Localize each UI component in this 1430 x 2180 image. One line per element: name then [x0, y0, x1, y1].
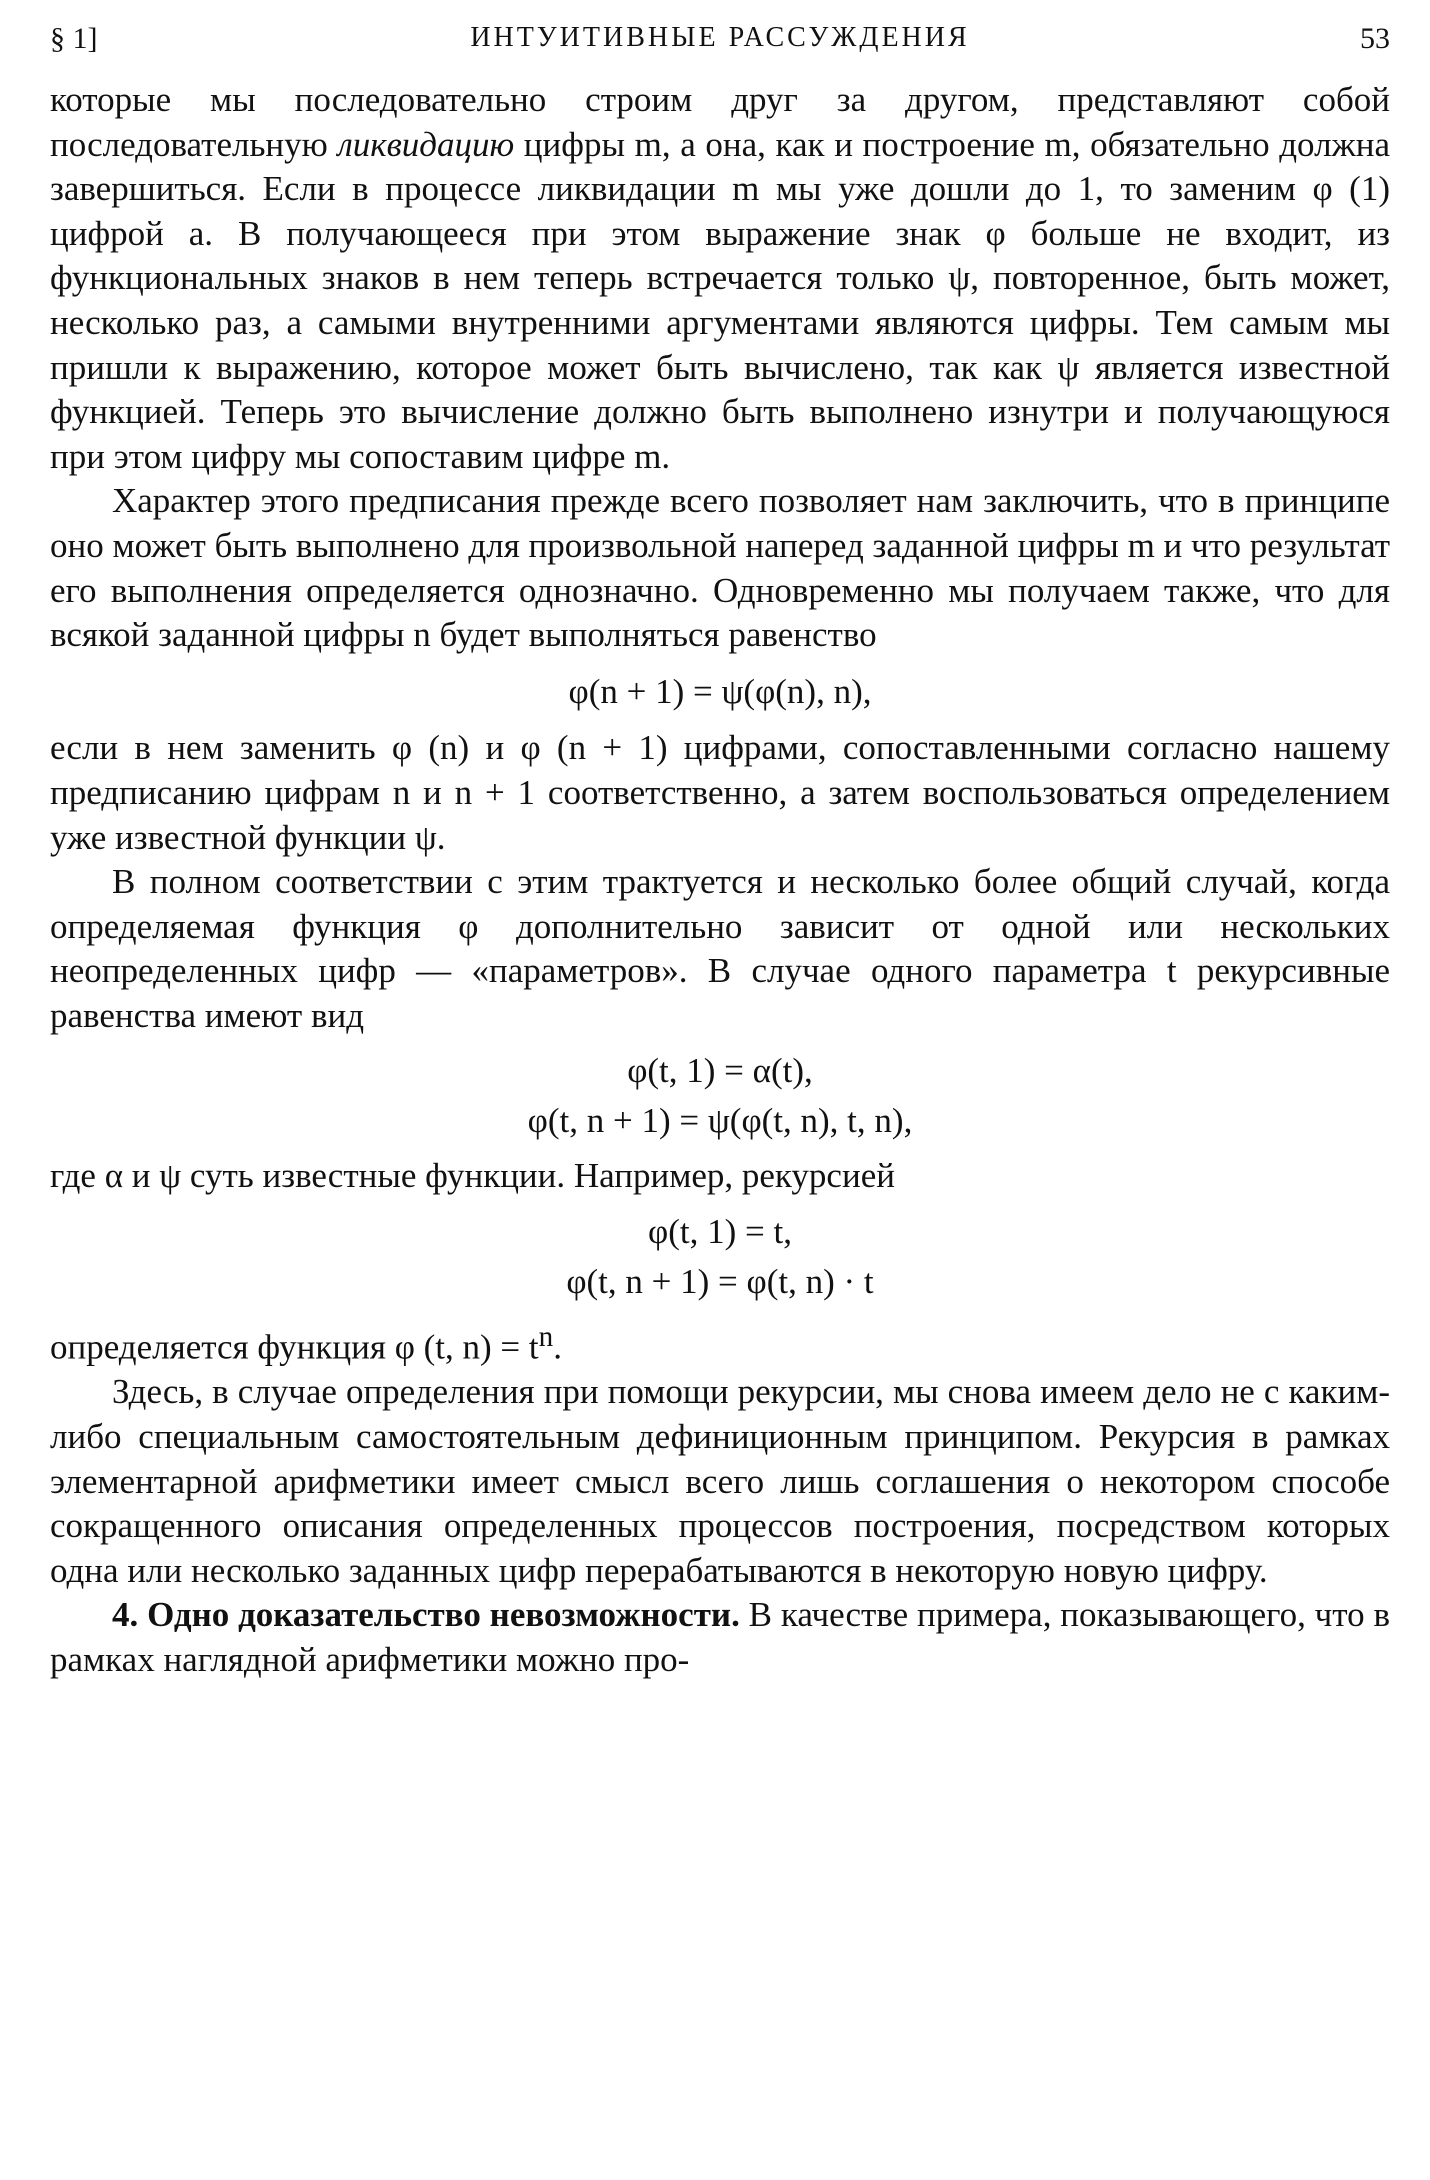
paragraph-1-start: которые мы последовательно строим друг за другом, представляют собой последовательную [50, 80, 1390, 164]
paragraph-6-end: . [553, 1327, 562, 1367]
section-marker: § 1] [50, 22, 98, 55]
subsection-heading: 4. Одно доказательство невозможности. [112, 1595, 740, 1635]
paragraph-5: где α и ψ суть известные функции. Например, рекурсией [50, 1156, 895, 1196]
formula-power-recursion [50, 1207, 1390, 1307]
formula-line: φ(t, 1) = t, [648, 1212, 792, 1252]
paragraph-8-text: В качестве примера, показывающего, что в рамках наглядной арифметики можно про- [50, 1595, 1390, 1679]
paragraph-8 [50, 1593, 1390, 1682]
paragraph-1-rest: цифры m, а она, как и построение m, обязательно должна завершиться. Если в процессе ликвидации m мы уже дошли до 1, то заменим φ (1) цифрой a. В получающееся при этом выражение знак φ больше не входит, из функциональных знаков в нем теперь встречается только ψ, повторенное, быть может, несколько раз, а самыми внутренними аргументами являются цифры. Тем самым мы пришли к выражению, которое может быть вычислено, так как ψ является известной функцией. Теперь это вычисление должно быть выполнено изнутри и получающуюся при этом цифру мы сопоставим цифре m. [50, 124, 1391, 476]
paragraph-4: В полном соответствии с этим трактуется и несколько более общий случай, когда определяемая функция φ дополнительно зависит от одной или нескольких неопределенных цифр — «параметров». В случае одного параметра t рекурсивные равенства имеют вид [50, 862, 1390, 1035]
formula-line: φ(t, 1) = α(t), [627, 1051, 813, 1091]
page-number: 53 [1360, 22, 1390, 55]
exponent: n [538, 1321, 554, 1354]
formula-line: φ(t, n + 1) = φ(t, n) · t [566, 1262, 874, 1302]
paragraph-1 [50, 78, 1390, 479]
formula-line: φ(t, n + 1) = ψ(φ(t, n), t, n), [527, 1101, 913, 1141]
running-header [50, 18, 1390, 78]
paragraph-6-text: определяется функция φ (t, n) = t [50, 1327, 539, 1367]
paragraph-3: если в нем заменить φ (n) и φ (n + 1) цифрами, сопоставленными согласно нашему предписанию цифрам n и n + 1 соответственно, а затем воспользоваться определением уже известной функции ψ. [50, 728, 1390, 857]
formula-recursion: φ(n + 1) = ψ(φ(n), n), [568, 671, 872, 711]
paragraph-2: Характер этого предписания прежде всего позволяет нам заключить, что в принципе оно может быть выполнено для произвольной наперед заданной цифры m и что результат его выполнения определяется однозначно. Одновременно мы получаем также, что для всякой заданной цифры n будет выполняться равенство [50, 481, 1390, 655]
emphasis-term: ликвидацию [337, 124, 515, 164]
page [50, 18, 1390, 1682]
paragraph-7: Здесь, в случае определения при помощи рекурсии, мы снова имеем дело не с каким-либо специальным самостоятельным дефиниционным принципом. Рекурсия в рамках элементарной арифметики имеет смысл всего лишь соглашения о некотором способе сокращенного описания определенных процессов построения, посредством которых одна или несколько заданных цифр перерабатываются в некоторую новую цифру. [50, 1372, 1390, 1590]
running-title: ИНТУИТИВНЫЕ РАССУЖДЕНИЯ [470, 22, 970, 53]
body-text [50, 78, 1390, 1682]
paragraph-6 [50, 1315, 1390, 1370]
formula-parametric-recursion [50, 1046, 1390, 1146]
